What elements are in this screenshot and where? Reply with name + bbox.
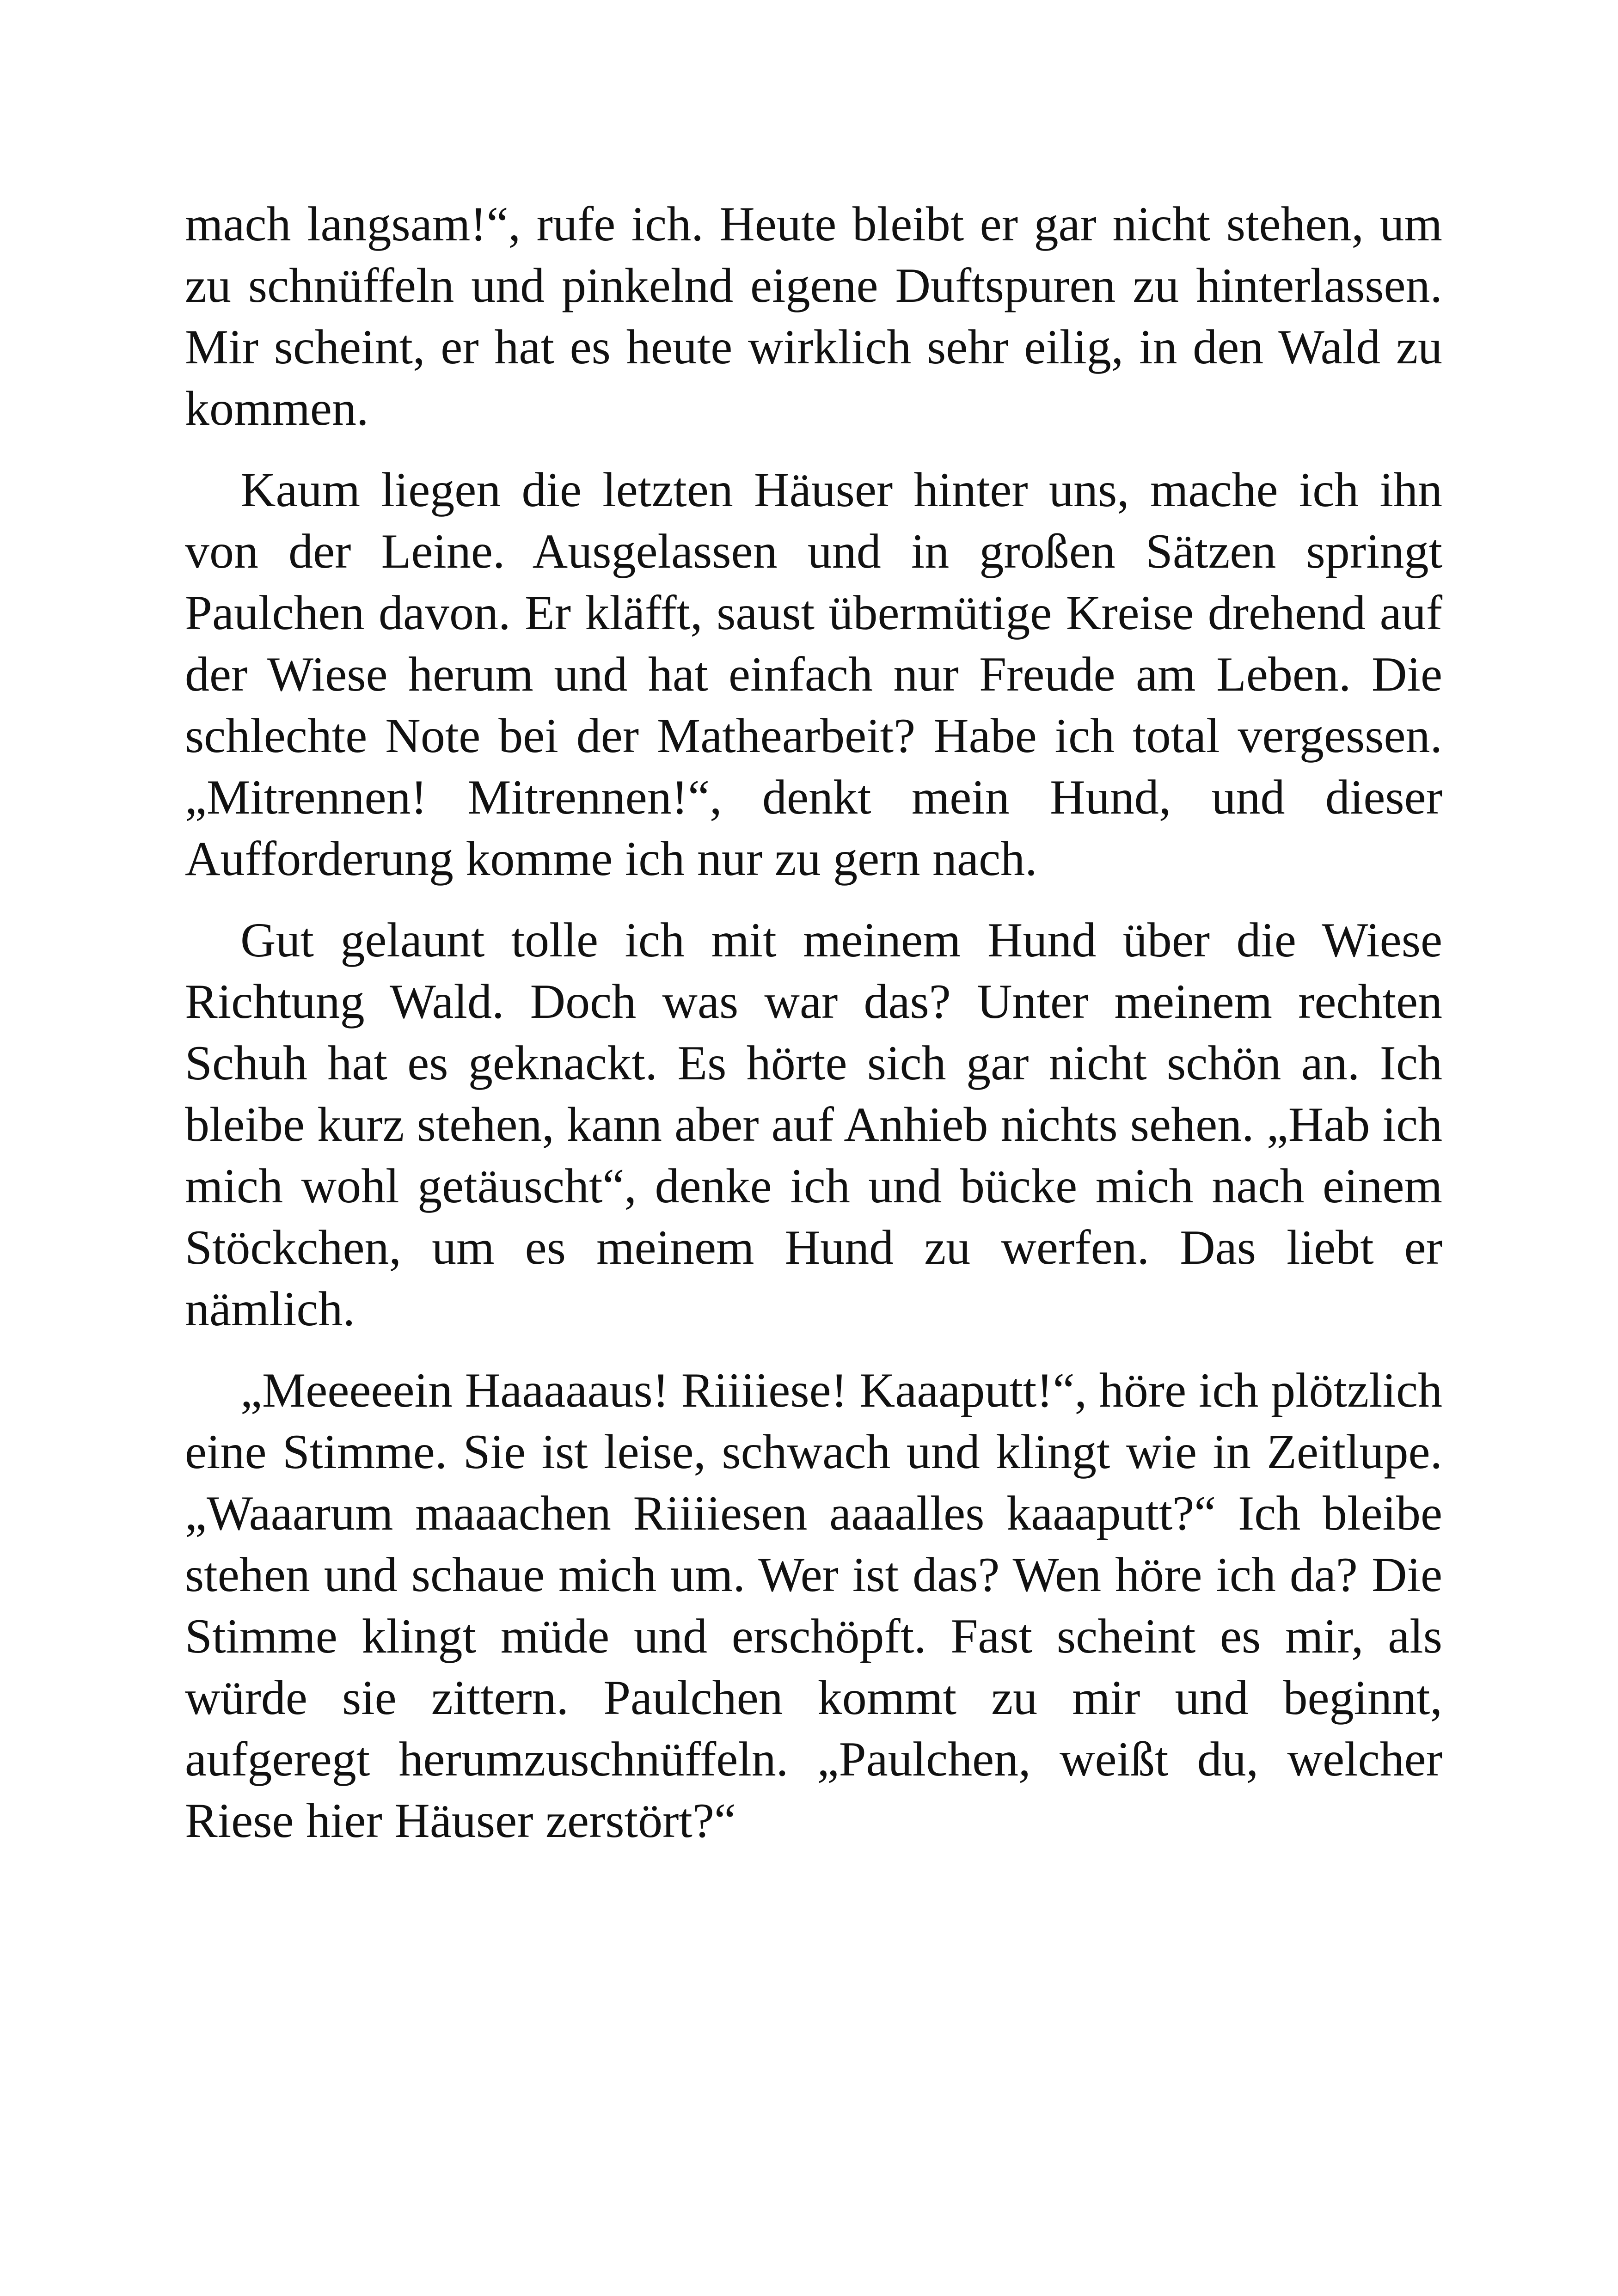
body-text: [185, 193, 1442, 1871]
paragraph-4: „Meeeeein Haaaaaus! Riiiiese! Kaaaputt!“, höre ich plötzlich eine Stimme. Sie ist leise, schwach und klingt wie in Zeitlupe. „Waaarum maaachen Riiiiesen aaaalles kaaaputt?“ Ich bleibe stehen und schaue mich um. Wer ist das? Wen höre ich da? Die Stimme klingt müde und erschöpft. Fast scheint es mir, als würde sie zittern. Paulchen kommt zu mir und beginnt, aufgeregt herumzuschnüffeln. „Paulchen, weißt du, welcher Riese hier Häuser zerstört?“: [185, 1363, 1442, 1848]
paragraph-3: Gut gelaunt tolle ich mit meinem Hund über die Wiese Richtung Wald. Doch was war das? Unter meinem rechten Schuh hat es geknackt. Es hörte sich gar nicht schön an. Ich bleibe kurz stehen, kann aber auf Anhieb nichts sehen. „Hab ich mich wohl getäuscht“, denke ich und bücke mich nach einem Stöckchen, um es meinem Hund zu werfen. Das liebt er nämlich.: [185, 913, 1442, 1336]
paragraph-1: mach langsam!“, rufe ich. Heute bleibt er gar nicht stehen, um zu schnüffeln und pinkelnd eigene Duftspuren zu hinterlassen. Mir scheint, er hat es heute wirklich sehr eilig, in den Wald zu kommen.: [185, 197, 1442, 435]
paragraph-2: Kaum liegen die letzten Häuser hinter uns, mache ich ihn von der Leine. Ausgelassen und in großen Sätzen springt Paulchen davon. Er kläfft, saust übermütige Kreise drehend auf der Wiese herum und hat einfach nur Freude am Leben. Die schlechte Note bei der Mathearbeit? Habe ich total vergessen. „Mitrennen! Mitrennen!“, denkt mein Hund, und dieser Aufforderung komme ich nur zu gern nach.: [185, 463, 1442, 886]
